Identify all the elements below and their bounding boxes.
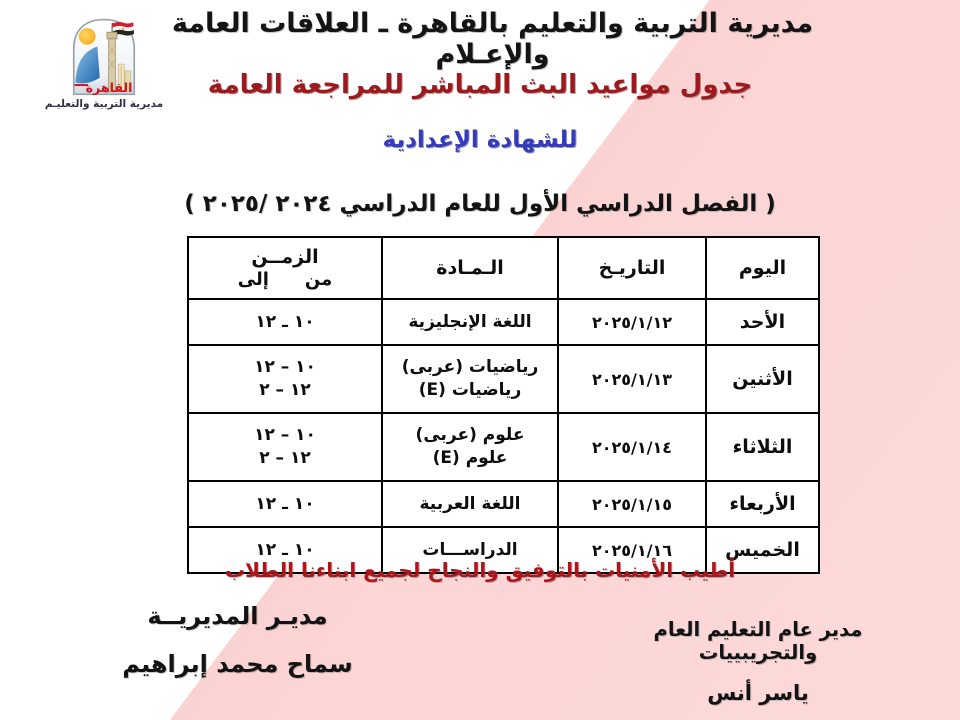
time-header-fromto bbox=[193, 269, 377, 290]
time-cell: ١٠ ـ ١٢ bbox=[188, 481, 382, 527]
signature-right-title: مدير عام التعليم العام والتجريبييات bbox=[653, 618, 863, 664]
time-cell: ١٠ – ١٢ ١٢ – ٢ bbox=[188, 345, 382, 413]
day-cell: الأثنين bbox=[706, 345, 819, 413]
logo-cairo-label: القاهرة bbox=[85, 79, 133, 95]
subtitle-certificate: للشهادة الإعدادية bbox=[382, 127, 578, 153]
logo-caption: مديرية التربية والتعليـم bbox=[44, 98, 164, 110]
subject-cell: اللغة الإنجليزية bbox=[382, 299, 558, 345]
time-cell: ١٠ – ١٢ ١٢ – ٢ bbox=[188, 413, 382, 481]
day-cell: الخميس bbox=[706, 527, 819, 573]
signature-left-title: مديـر المديريــة bbox=[147, 602, 328, 630]
table-row bbox=[188, 345, 819, 413]
day-cell: الأربعاء bbox=[706, 481, 819, 527]
date-cell: ٢٠٢٥/١/١٥ bbox=[558, 481, 706, 527]
day-cell: الثلاثاء bbox=[706, 413, 819, 481]
col-header-time bbox=[188, 237, 382, 299]
date-cell: ٢٠٢٥/١/١٤ bbox=[558, 413, 706, 481]
time-to-label: إلى bbox=[237, 269, 269, 290]
table-row bbox=[188, 413, 819, 481]
signature-left bbox=[85, 602, 390, 678]
subtitle-broadcast-schedule: جدول مواعيد البث المباشر للمراجعة العامة bbox=[207, 70, 753, 100]
col-header-subject: الـمـادة bbox=[382, 237, 558, 299]
date-cell: ٢٠٢٥/١/١٣ bbox=[558, 345, 706, 413]
page-title: مديرية التربية والتعليم بالقاهرة ـ العلاقات العامة والإعـلام bbox=[171, 8, 814, 70]
time-cell: ١٠ ـ ١٢ bbox=[188, 527, 382, 573]
signature-right-name: ياسر أنس bbox=[707, 681, 809, 705]
schedule-table bbox=[187, 236, 820, 574]
col-header-day: اليوم bbox=[706, 237, 819, 299]
wishes-line: أطيب الأمنيات بالتوفيق والنجاح لجميع ابناءنا الطلاب bbox=[224, 558, 736, 582]
signature-left-name: سماح محمد إبراهيم bbox=[122, 650, 353, 678]
col-header-date: التاريـخ bbox=[558, 237, 706, 299]
semester-line: ( الفصل الدراسي الأول للعام الدراسي ٢٠٢٤ /٢٠٢٥ ) bbox=[184, 191, 776, 217]
subject-cell: اللغة العربية bbox=[382, 481, 558, 527]
signature-right bbox=[598, 618, 918, 705]
table-row bbox=[188, 299, 819, 345]
subject-cell: رياضيات (عربى) رياضيات (E) bbox=[382, 345, 558, 413]
sun-icon bbox=[79, 28, 96, 45]
day-cell: الأحد bbox=[706, 299, 819, 345]
table-header-row bbox=[188, 237, 819, 299]
time-cell: ١٠ ـ ١٢ bbox=[188, 299, 382, 345]
time-header-title: الزمــن bbox=[251, 246, 319, 268]
time-from-label: من bbox=[304, 269, 333, 290]
subject-cell: الدراســـات bbox=[382, 527, 558, 573]
subject-cell: علوم (عربى) علوم (E) bbox=[382, 413, 558, 481]
date-cell: ٢٠٢٥/١/١٢ bbox=[558, 299, 706, 345]
table-row bbox=[188, 481, 819, 527]
date-cell: ٢٠٢٥/١/١٦ bbox=[558, 527, 706, 573]
